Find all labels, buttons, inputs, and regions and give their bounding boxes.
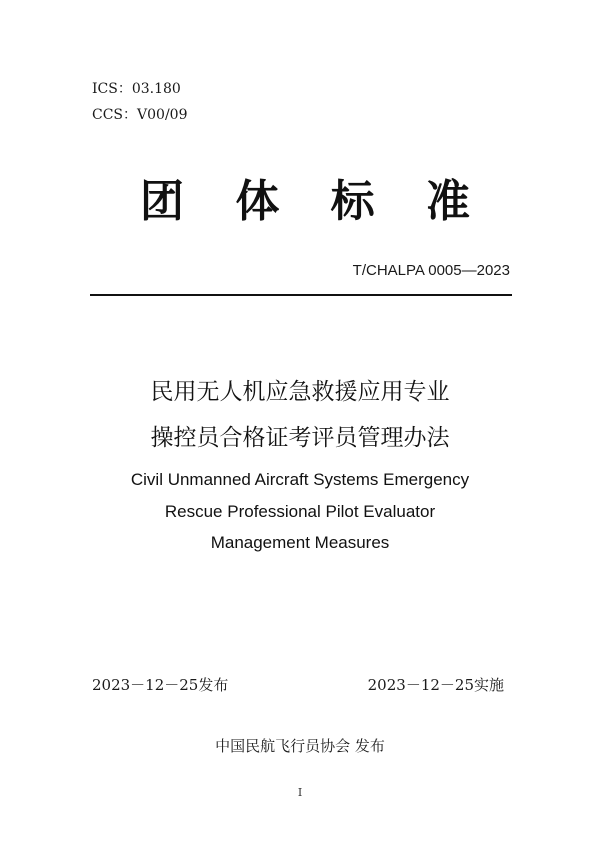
ccs-code: CCS：V00/09 — [92, 107, 188, 123]
implement-date: 2023－12－25实施 — [367, 676, 504, 694]
chinese-title-line-1: 民用无人机应急救援应用专业 — [150, 379, 450, 405]
publisher: 中国民航飞行员协会 发布 — [215, 737, 385, 755]
header-divider — [90, 294, 512, 296]
classification-codes — [92, 76, 187, 128]
standard-type-char: 体 — [235, 176, 280, 227]
publish-date: 2023－12－25发布 — [92, 676, 229, 694]
chinese-title-line-2: 操控员合格证考评员管理办法 — [150, 425, 450, 451]
page-number: I — [297, 786, 303, 799]
standard-type-char: 准 — [425, 176, 470, 227]
english-title-line-3: Management Measures — [210, 533, 390, 552]
english-title-line-2: Rescue Professional Pilot Evaluator — [164, 502, 436, 521]
standard-number: T/CHALPA 0005—2023 — [352, 262, 510, 279]
standard-type-char: 标 — [330, 176, 375, 227]
english-title-line-1: Civil Unmanned Aircraft Systems Emergency — [130, 470, 470, 489]
standard-type-char: 团 — [140, 176, 184, 227]
standard-type-heading — [140, 170, 470, 234]
ics-code: ICS：03.180 — [92, 81, 181, 97]
